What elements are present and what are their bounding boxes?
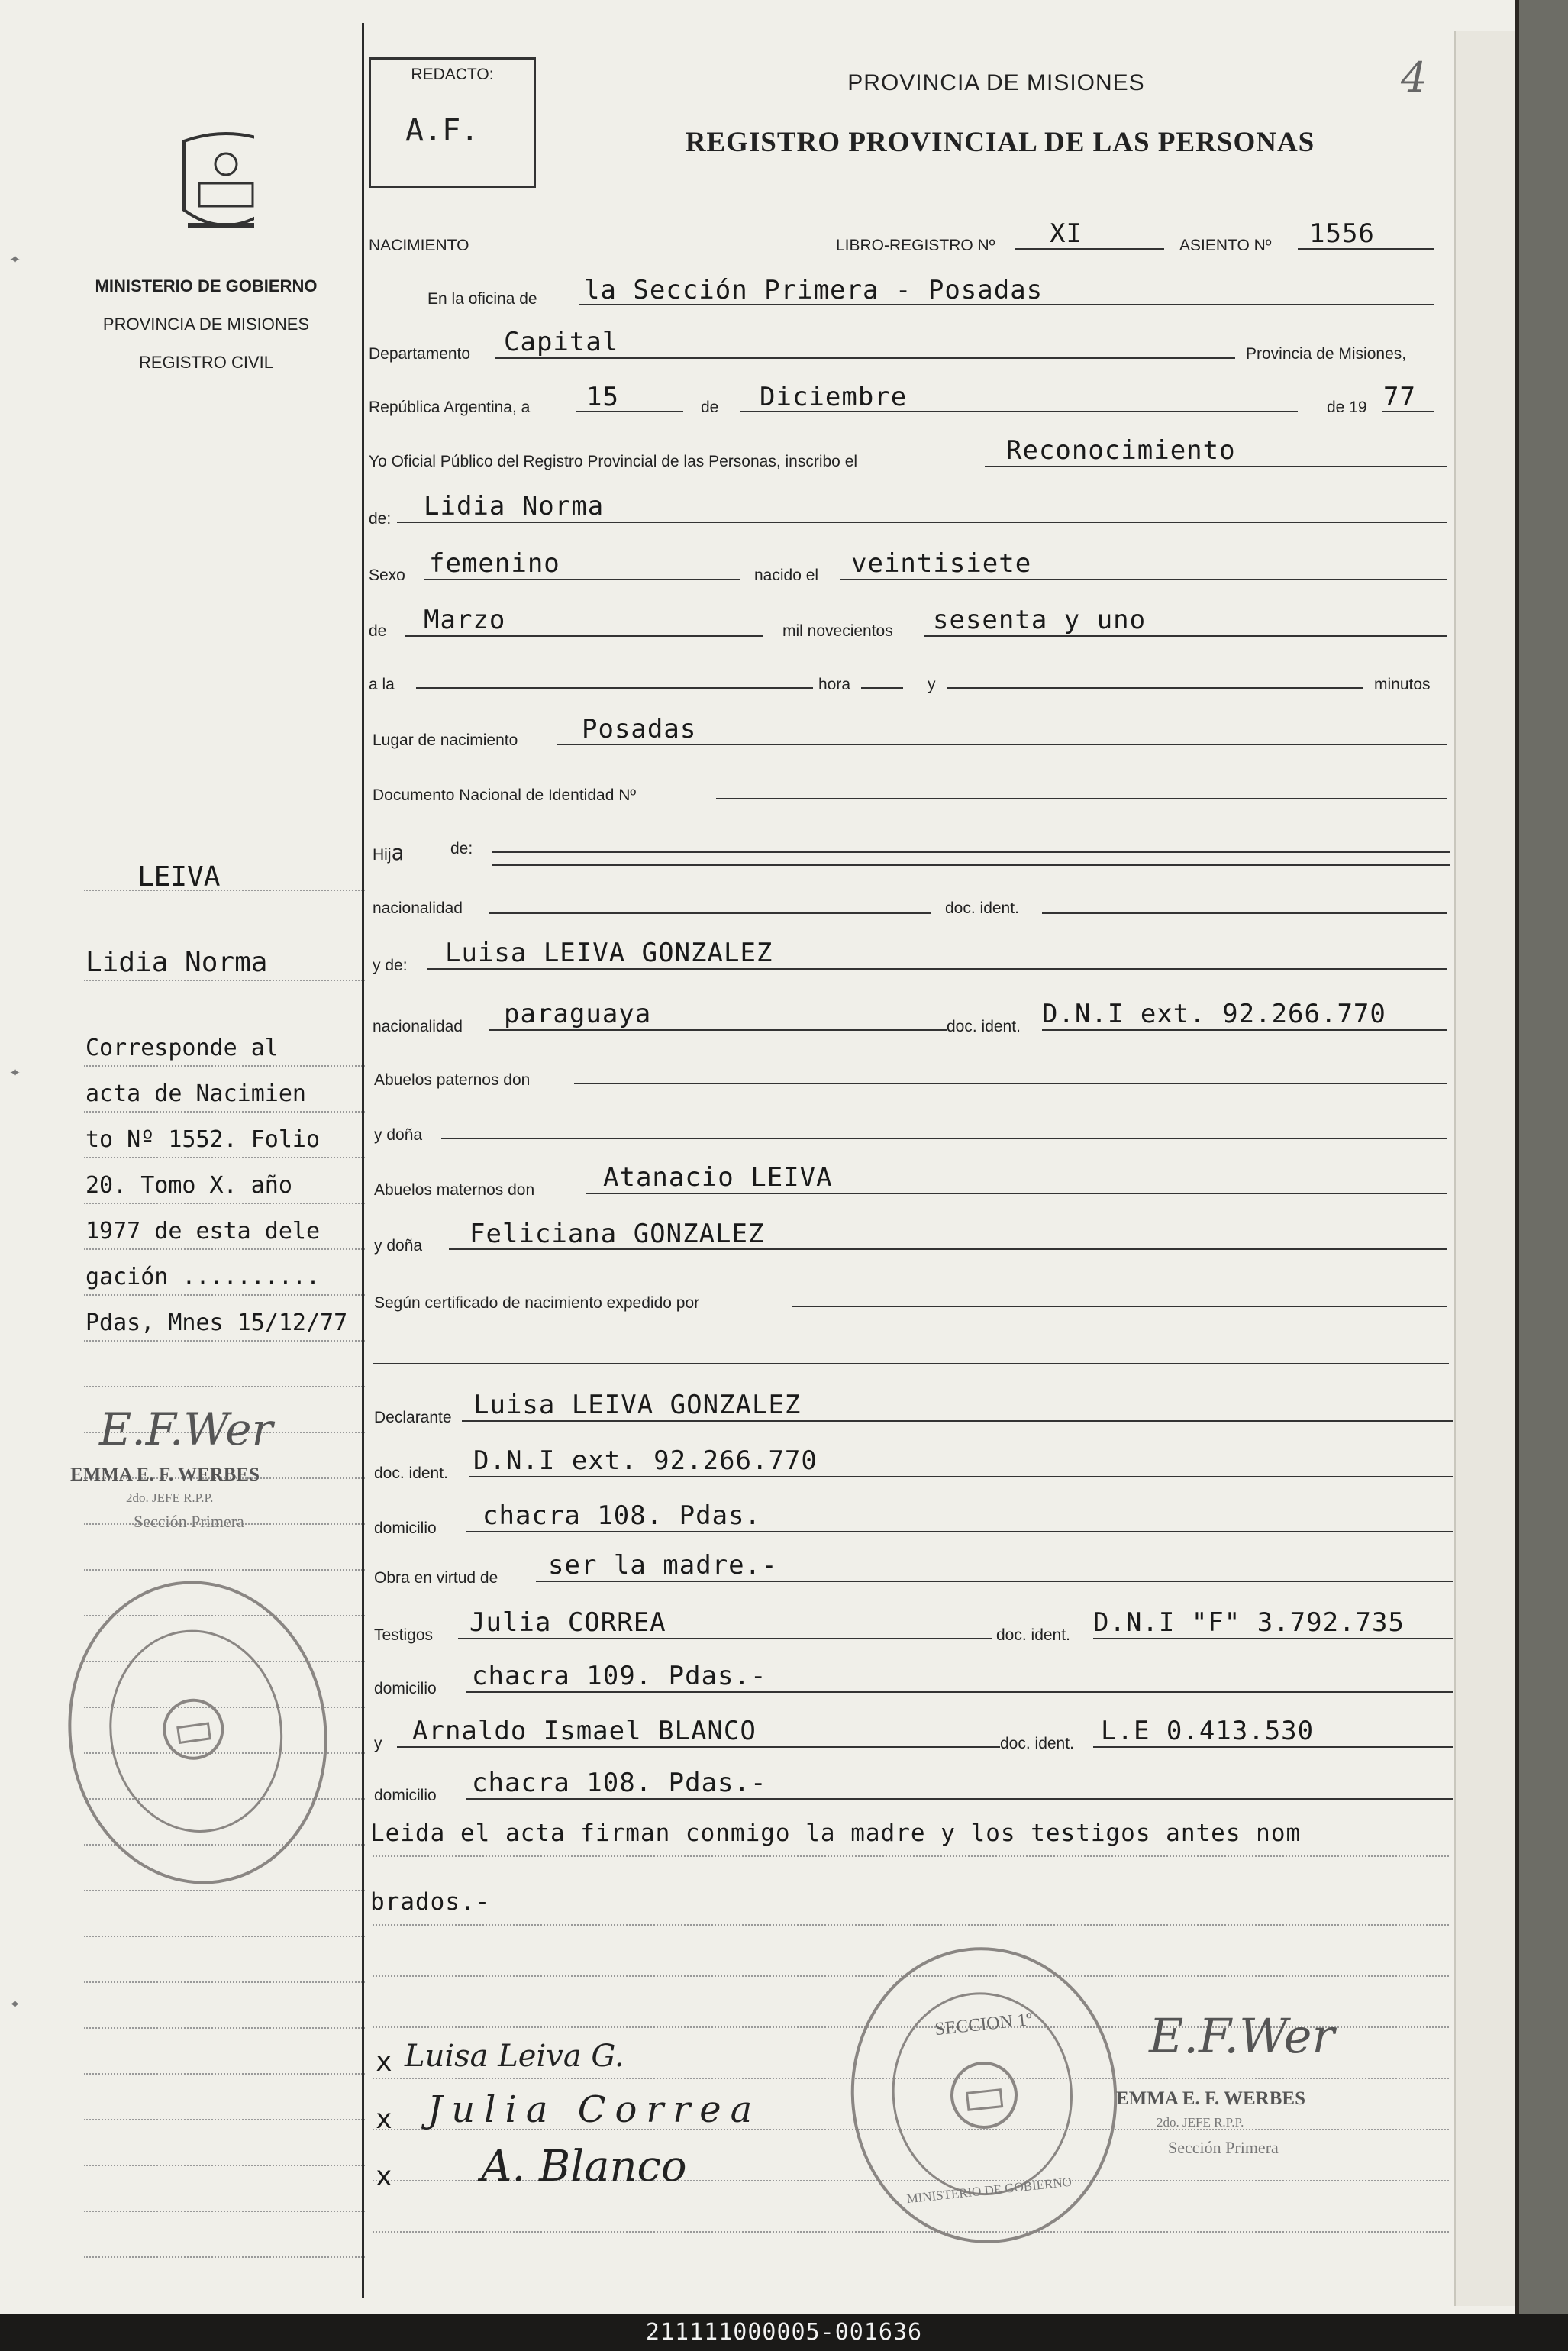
binder-edge: [1519, 0, 1568, 2314]
margin-stamp-emblem-icon: [155, 1691, 233, 1768]
signature-luisa: Luisa Leiva G.: [405, 2039, 624, 2074]
margin-note-4: 20. Tomo X. año: [85, 1172, 292, 1199]
footer-id: 211111000005-001636: [0, 2314, 1568, 2351]
margin-note-5: 1977 de esta dele: [85, 1218, 321, 1245]
docident5-value: L.E 0.413.530: [1101, 1716, 1315, 1746]
nacionalidad2-label: nacionalidad: [373, 1018, 463, 1035]
y-label: y: [928, 676, 936, 693]
domicilio3-value: chacra 108. Pdas.-: [472, 1768, 767, 1798]
nacimiento-label: NACIMIENTO: [369, 237, 469, 254]
declarante-label: Declarante: [374, 1409, 452, 1426]
stamp-emblem-icon: [942, 2053, 1026, 2137]
nacido-value: veintisiete: [851, 548, 1032, 579]
inscribo-value: Reconocimiento: [1006, 435, 1236, 466]
official-title: 2do. JEFE R.P.P.: [1157, 2115, 1244, 2130]
ab-mat-value: Atanacio LEIVA: [603, 1162, 833, 1193]
coat-of-arms-icon: [155, 126, 254, 244]
x-mark-3: x: [376, 2161, 393, 2192]
y-de-label: y de:: [373, 957, 408, 974]
margin-official-name: EMMA E. F. WERBES: [70, 1465, 260, 1485]
libro-label: LIBRO-REGISTRO Nº: [836, 237, 995, 254]
official-name: EMMA E. F. WERBES: [1116, 2088, 1305, 2109]
republica-label: República Argentina, a: [369, 399, 531, 416]
closing-line1: Leida el acta firman conmigo la madre y los testigos antes nom: [370, 1820, 1302, 1847]
docident5-label: doc. ident.: [1000, 1735, 1074, 1752]
de2-label: de:: [369, 510, 392, 528]
madre-value: Luisa LEIVA GONZALEZ: [445, 938, 773, 968]
margin-apellido: LEIVA: [137, 861, 221, 893]
docident1-label: doc. ident.: [945, 899, 1019, 917]
obra-label: Obra en virtud de: [374, 1569, 498, 1587]
signature-julia: Julia Correa: [427, 2088, 762, 2131]
certificado-label: Según certificado de nacimiento expedido por: [374, 1294, 700, 1312]
docident4-label: doc. ident.: [996, 1626, 1070, 1644]
testigo1-value: Julia CORREA: [469, 1607, 666, 1638]
docident2-value: D.N.I ext. 92.266.770: [1042, 999, 1386, 1029]
mil-label: mil novecientos: [782, 622, 893, 640]
registry-stamp: [837, 1934, 1132, 2256]
dni-label: Documento Nacional de Identidad Nº: [373, 786, 637, 804]
oficial-label: Yo Oficial Público del Registro Provincial de las Personas, inscribo el: [369, 453, 858, 470]
departamento-value: Capital: [504, 327, 619, 357]
anio-nac-value: sesenta y uno: [933, 605, 1147, 635]
hora-label: hora: [818, 676, 851, 693]
redacto-box: [369, 57, 536, 188]
sexo-label: Sexo: [369, 567, 405, 584]
margin-nombre: Lidia Norma: [85, 947, 268, 978]
asiento-value: 1556: [1309, 218, 1375, 249]
binding-mark: ✦: [9, 1997, 21, 2012]
redacto-value: A.F.: [405, 113, 479, 148]
binding-mark: ✦: [9, 1065, 21, 1080]
ydona1-label: y doña: [374, 1126, 423, 1144]
docident4-value: D.N.I "F" 3.792.735: [1093, 1607, 1405, 1638]
margin-note-7: Pdas, Mnes 15/12/77: [85, 1310, 348, 1336]
margin-note-2: acta de Nacimien: [85, 1080, 306, 1107]
asiento-label: ASIENTO Nº: [1179, 237, 1272, 254]
ab-mat-label: Abuelos maternos don: [374, 1181, 535, 1199]
oficina-label: En la oficina de: [427, 290, 537, 308]
a-la-label: a la: [369, 676, 395, 693]
margin-rule: [362, 23, 364, 2298]
lugar-value: Posadas: [582, 714, 697, 744]
provincia-suffix: Provincia de Misiones,: [1246, 345, 1407, 363]
testigos-label: Testigos: [374, 1626, 434, 1644]
dia-value: 15: [586, 382, 619, 412]
margin-official-section: Sección Primera: [134, 1512, 244, 1531]
declarante-value: Luisa LEIVA GONZALEZ: [473, 1390, 802, 1420]
official-signature: E.F.Wer: [1149, 2008, 1335, 2064]
stamp-ministry-text: MINISTERIO DE GOBIERNO: [905, 2174, 1073, 2207]
docident3-label: doc. ident.: [374, 1465, 448, 1482]
docident2-label: doc. ident.: [947, 1018, 1021, 1035]
margin-official-title: 2do. JEFE R.P.P.: [126, 1490, 214, 1505]
minutos-label: minutos: [1374, 676, 1431, 693]
domicilio1-value: chacra 108. Pdas.: [482, 1500, 761, 1531]
departamento-label: Departamento: [369, 345, 471, 363]
section-divider: [373, 1363, 1449, 1364]
obra-value: ser la madre.-: [548, 1550, 778, 1581]
ministry-block: [84, 267, 328, 382]
nombre-value: Lidia Norma: [424, 491, 605, 522]
oficina-value: la Sección Primera - Posadas: [584, 275, 1044, 305]
margin-note-3: to Nº 1552. Folio: [85, 1126, 321, 1153]
hija-label: Hija: [373, 840, 405, 865]
ydona2-label: y doña: [374, 1237, 423, 1255]
nacionalidad1-label: nacionalidad: [373, 899, 463, 917]
registry-title: REGISTRO PROVINCIAL DE LAS PERSONAS: [685, 127, 1315, 158]
de3-label: de: [369, 622, 387, 640]
nacionalidad2-value: paraguaya: [504, 999, 652, 1029]
mes-value: Diciembre: [760, 382, 908, 412]
margin-note-6: gación ..........: [85, 1264, 321, 1290]
province-title: PROVINCIA DE MISIONES: [847, 70, 1145, 95]
lugar-label: Lugar de nacimiento: [373, 731, 518, 749]
ydona2-value: Feliciana GONZALEZ: [469, 1219, 765, 1249]
underlying-page-edge: [1454, 31, 1515, 2306]
x-mark-1: x: [376, 2046, 393, 2078]
hija-de-label: de:: [450, 840, 473, 857]
closing-line2: brados.-: [370, 1888, 491, 1916]
page-number: 4: [1401, 53, 1428, 102]
anio-label: de 19: [1327, 399, 1367, 416]
ministry-line3: REGISTRO CIVIL: [138, 353, 274, 372]
binding-mark: ✦: [9, 252, 21, 267]
de-label: de: [701, 399, 719, 416]
docident3-value: D.N.I ext. 92.266.770: [473, 1445, 818, 1476]
margin-signature: E.F.Wer: [99, 1403, 273, 1455]
x-mark-2: x: [376, 2104, 393, 2135]
stamp-inner-text: SECCION 1º: [934, 2009, 1034, 2040]
domicilio2-label: domicilio: [374, 1680, 437, 1697]
domicilio1-label: domicilio: [374, 1519, 437, 1537]
domicilio2-value: chacra 109. Pdas.-: [472, 1661, 767, 1691]
sexo-value: femenino: [429, 548, 560, 579]
ministry-line2: PROVINCIA DE MISIONES: [102, 315, 310, 334]
domicilio3-label: domicilio: [374, 1787, 437, 1804]
testigo2-value: Arnaldo Ismael BLANCO: [412, 1716, 757, 1746]
ministry-line1: MINISTERIO DE GOBIERNO: [95, 276, 318, 295]
anio-value: 77: [1383, 382, 1416, 412]
mes-nac-value: Marzo: [424, 605, 506, 635]
y2-label: y: [374, 1735, 382, 1752]
redacto-label: REDACTO:: [411, 66, 494, 83]
ab-pat-label: Abuelos paternos don: [374, 1071, 531, 1089]
official-section: Sección Primera: [1168, 2138, 1279, 2157]
libro-value: XI: [1050, 218, 1082, 249]
nacido-label: nacido el: [754, 567, 819, 584]
margin-note-1: Corresponde al: [85, 1035, 279, 1061]
signature-blanco: A. Blanco: [481, 2142, 687, 2191]
